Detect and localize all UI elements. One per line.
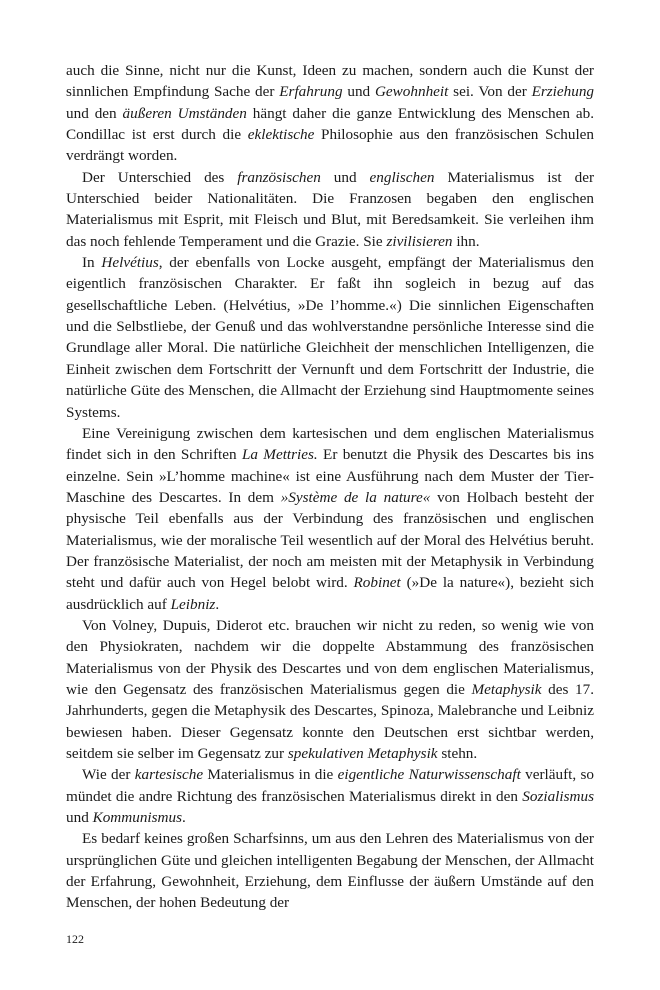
paragraph-2	[66, 167, 594, 252]
text-segment: In	[82, 254, 102, 272]
italic-text: Metaphysik	[471, 680, 542, 698]
page-number: 122	[66, 932, 84, 946]
paragraph-5	[66, 615, 594, 764]
text-segment: und	[342, 83, 375, 101]
italic-text: Kommunismus	[92, 809, 183, 827]
text-segment: Wie der	[82, 766, 135, 784]
italic-text: Erziehung	[531, 83, 595, 101]
italic-text: kartesische	[134, 766, 204, 784]
italic-text: Gewohnheit	[374, 83, 449, 101]
italic-text: Leibniz	[170, 595, 216, 613]
paragraph-1	[66, 60, 594, 167]
paragraph-6	[66, 764, 594, 828]
text-segment: .	[182, 809, 186, 827]
italic-text: englischen	[369, 168, 435, 186]
text-segment: Materialismus in die	[203, 766, 338, 784]
text-segment: Eine Vereinigung zwischen dem kartesischen und dem englischen Materialismus findet sich in den Schriften	[66, 424, 594, 464]
text-segment: auch die Sinne, nicht nur die Kunst, Ideen zu machen, sondern auch die Kunst der sinnlichen Empfindung Sache der	[66, 62, 594, 101]
text-segment: Es bedarf keines großen Scharfsinns, um aus den Lehren des Materialismus von der ursprünglichen Güte und gleichen intelligenten Begabung der Menschen, der Allmacht der Erfahrung, Gewohnheit, Erziehung, dem Einflusse der äußern Umstände auf den Menschen, der hohen Bedeutung der	[66, 830, 594, 912]
paragraph-4	[66, 423, 594, 615]
text-segment: und	[320, 168, 370, 186]
italic-text: »Système de la nature«	[280, 488, 431, 506]
text-segment: Philosophie aus den französischen Schulen verdrängt worden.	[66, 126, 594, 165]
text-segment: , der ebenfalls von Locke ausgeht, empfängt der Materialismus den eigentlich französischen Charakter. Er faßt ihn sogleich in bezug auf das gesellschaftliche Leben. (Helvétius, »De l’homme.«) Die sinnlichen Eigenschaften und die Selbstliebe, der Genuß und das wohlverstandne persönliche Interesse sind die Grundlage aller Moral. Die natürliche Gleichheit der menschlichen Intelligenzen, die Einheit zwischen dem Fortschritt der Vernunft und dem Fortschritt der Industrie, die natürliche Güte des Menschen, die Allmacht der Erziehung sind Hauptmomente seines Systems.	[66, 254, 594, 421]
paragraph-3	[66, 252, 594, 423]
italic-text: Sozialismus	[522, 787, 594, 805]
text-segment: (»De la nature«), bezieht sich ausdrücklich auf	[66, 574, 594, 613]
text-segment: stehn.	[437, 745, 478, 762]
text-segment: verläuft, so mündet die andre Richtung des französischen Materialismus direkt in den	[66, 766, 594, 805]
text-segment: ihn.	[452, 232, 480, 250]
text-segment: sei. Von der	[448, 83, 532, 101]
text-segment: .	[215, 595, 220, 613]
italic-text: eigentliche Naturwissenschaft	[337, 766, 521, 784]
paragraph-7	[66, 828, 594, 913]
italic-text: eklektische	[247, 126, 315, 144]
text-segment: hängt daher die ganze Entwicklung des Menschen ab. Condillac ist erst durch die	[66, 104, 595, 144]
italic-text: zivilisieren	[386, 232, 453, 250]
text-segment: Materialismus ist der Unterschied beider Nationalitäten. Die Franzosen begaben den englischen Materialismus mit Esprit, mit Fleisch und Blut, mit Beredsamkeit. Sie verleihen ihm das noch fehlende Temperament und die Grazie. Sie	[66, 168, 595, 250]
italic-text: äußeren Umständen	[122, 104, 247, 122]
text-segment: Er benutzt die Physik des Descartes bis ins einzelne. Sein »L’homme machine« ist eine Ausführung nach dem Muster der Tier-Maschine des Descartes. In dem	[66, 446, 594, 506]
italic-text: Robinet	[353, 574, 401, 592]
text-segment: und den	[66, 104, 123, 122]
text-segment: und	[66, 809, 93, 827]
italic-text: spekulativen Metaphysik	[287, 745, 438, 762]
text-segment: des 17. Jahrhunderts, gegen die Metaphysik des Descartes, Spinoza, Malebranche und Leibniz bewiesen haben. Dieser Gegensatz konnte den Deutschen erst sichtbar werden, seitdem sie selber im Gegensatz zur	[66, 680, 594, 762]
text-segment: Der Unterschied des	[82, 168, 238, 186]
italic-text: Erfahrung	[279, 83, 343, 101]
text-segment: Von Volney, Dupuis, Diderot etc. brauchen wir nicht zu reden, so wenig wie von den Physiokraten, nachdem wir die doppelte Abstammung des französischen Materialismus von der Physik des Descartes und von dem englischen Materialismus, wie den Gegensatz des französischen Materialismus gegen die	[66, 616, 594, 698]
text-segment: von Holbach besteht der physische Teil ebenfalls aus der Verbindung des französischen und englischen Materialismus, wie der moralische Teil wesentlich auf der Moral des Helvétius beruht. Der französische Materialist, der noch am meisten mit der Metaphysik in Verbindung steht und dafür auch von Hegel belobt wird.	[66, 488, 594, 592]
italic-text: La Mettries.	[241, 446, 318, 464]
italic-text: Helvétius	[101, 254, 159, 272]
text-column	[66, 60, 594, 914]
italic-text: französischen	[237, 168, 321, 186]
